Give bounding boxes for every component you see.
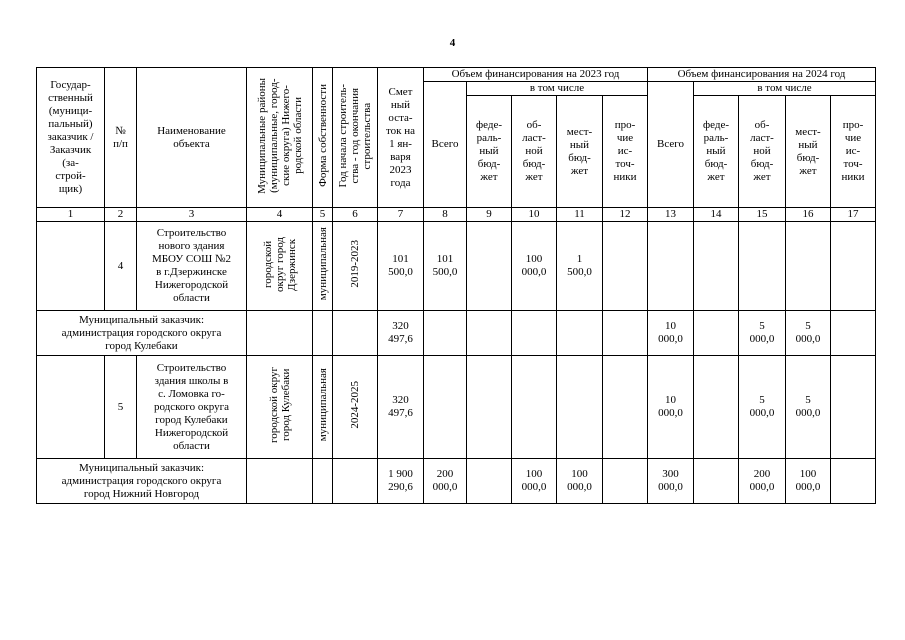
col-num: 4 [247,208,313,222]
header-ownership-text: Форма собственности [316,84,329,187]
header-federal-2024: феде- раль- ный бюд- жет [694,96,739,208]
cell-2024-total: 10 000,0 [648,356,694,459]
cell-2023-local [557,356,603,459]
cell-years [333,459,378,504]
cell-2024-local: 100 000,0 [786,459,831,504]
col-num: 3 [137,208,247,222]
cell-2023-federal [467,459,512,504]
cell-district [247,356,313,459]
cell-num: 4 [105,222,137,311]
col-num: 7 [378,208,424,222]
header-customer: Государ- ственный (муници- пальный) заказчик / Заказчик (за- строй- щик) [37,68,105,208]
cell-2023-federal [467,311,512,356]
cell-2023-federal [467,222,512,311]
cell-2023-regional [512,356,557,459]
cell-2024-regional: 200 000,0 [739,459,786,504]
cell-2024-other [831,311,876,356]
cell-2023-local: 1 500,0 [557,222,603,311]
cell-2024-total [648,222,694,311]
cell-2023-regional: 100 000,0 [512,222,557,311]
cell-2023-total [424,311,467,356]
header-local-2023: мест- ный бюд- жет [557,96,603,208]
header-regional-2024: об- ласт- ной бюд- жет [739,96,786,208]
cell-2024-regional: 5 000,0 [739,356,786,459]
cell-customer [37,356,105,459]
cell-2024-local [786,222,831,311]
financing-table [36,67,876,504]
col-num: 2 [105,208,137,222]
cell-2024-federal [694,459,739,504]
col-num: 14 [694,208,739,222]
cell-district-text: городской округ город Дзержинск [261,236,298,292]
header-estimate: Смет ный оста- ток на 1 ян- варя 2023 года [378,68,424,208]
col-num: 5 [313,208,333,222]
cell-object-name: Строительство нового здания МБОУ СОШ №2 в г.Дзержинске Нижегородской области [137,222,247,311]
cell-2023-total: 200 000,0 [424,459,467,504]
cell-2024-regional: 5 000,0 [739,311,786,356]
cell-2024-other [831,356,876,459]
cell-object-name: Строительство здания школы в с. Ломовка го- родского округа город Кулебаки Нижегородской области [137,356,247,459]
cell-estimate: 101 500,0 [378,222,424,311]
cell-customer-label: Муниципальный заказчик: администрация городского округа город Нижний Новгород [37,459,247,504]
header-other-2024: про- чие ис- точ- ники [831,96,876,208]
header-ownership [313,68,333,208]
cell-ownership [313,459,333,504]
header-fin-2023: Объем финансирования на 2023 год [424,68,648,82]
col-num: 17 [831,208,876,222]
cell-2024-total: 10 000,0 [648,311,694,356]
header-object-name: Наименование объекта [137,68,247,208]
cell-estimate: 1 900 290,6 [378,459,424,504]
cell-district-text: городской округ город Кулебаки [267,366,292,444]
cell-2023-total [424,356,467,459]
header-total-2024: Всего [648,82,694,208]
cell-2024-local: 5 000,0 [786,311,831,356]
cell-2023-federal [467,356,512,459]
cell-years-text: 2024-2025 [349,381,361,429]
column-numbers-row [37,208,876,222]
cell-2023-local [557,311,603,356]
cell-2024-local: 5 000,0 [786,356,831,459]
header-years [333,68,378,208]
cell-2023-regional [512,311,557,356]
cell-ownership [313,311,333,356]
header-federal-2023: феде- раль- ный бюд- жет [467,96,512,208]
header-local-2024: мест- ный бюд- жет [786,96,831,208]
cell-2023-local: 100 000,0 [557,459,603,504]
cell-years [333,222,378,311]
cell-ownership-text: муниципальная [316,368,329,442]
header-years-text: Год начала строитель- ства - год окончания строительства [337,83,373,188]
col-num: 9 [467,208,512,222]
col-num: 12 [603,208,648,222]
cell-2023-total: 101 500,0 [424,222,467,311]
cell-ownership-text: муниципальная [316,227,329,301]
col-num: 13 [648,208,694,222]
header-regional-2023: об- ласт- ной бюд- жет [512,96,557,208]
header-including-2024: в том числе [694,82,876,96]
table-row [37,356,876,459]
col-num: 8 [424,208,467,222]
cell-customer [37,222,105,311]
header-other-2023: про- чие ис- точ- ники [603,96,648,208]
header-fin-2024: Объем финансирования на 2024 год [648,68,876,82]
cell-2024-other [831,459,876,504]
cell-customer-label: Муниципальный заказчик: администрация городского округа город Кулебаки [37,311,247,356]
cell-years-text: 2019-2023 [349,240,361,288]
cell-2023-other [603,356,648,459]
cell-2024-other [831,222,876,311]
cell-estimate: 320 497,6 [378,356,424,459]
table-row [37,222,876,311]
cell-2024-federal [694,356,739,459]
col-num: 1 [37,208,105,222]
col-num: 10 [512,208,557,222]
cell-2023-other [603,222,648,311]
table-row [37,459,876,504]
cell-ownership [313,222,333,311]
cell-2023-regional: 100 000,0 [512,459,557,504]
cell-2024-federal [694,311,739,356]
col-num: 11 [557,208,603,222]
col-num: 15 [739,208,786,222]
cell-2024-total: 300 000,0 [648,459,694,504]
header-total-2023: Всего [424,82,467,208]
cell-2023-other [603,459,648,504]
header-num: № п/п [105,68,137,208]
table-row [37,311,876,356]
cell-ownership [313,356,333,459]
cell-years [333,356,378,459]
cell-district [247,459,313,504]
header-districts [247,68,313,208]
cell-num: 5 [105,356,137,459]
cell-district [247,222,313,311]
cell-estimate: 320 497,6 [378,311,424,356]
page-number: 4 [449,37,456,49]
cell-2023-other [603,311,648,356]
col-num: 6 [333,208,378,222]
cell-2024-federal [694,222,739,311]
col-num: 16 [786,208,831,222]
header-districts-text: Муниципальные районы (муниципальные, город- ские округа) Нижего- родской области [255,77,304,194]
header-including-2023: в том числе [467,82,648,96]
cell-years [333,311,378,356]
cell-2024-regional [739,222,786,311]
cell-district [247,311,313,356]
